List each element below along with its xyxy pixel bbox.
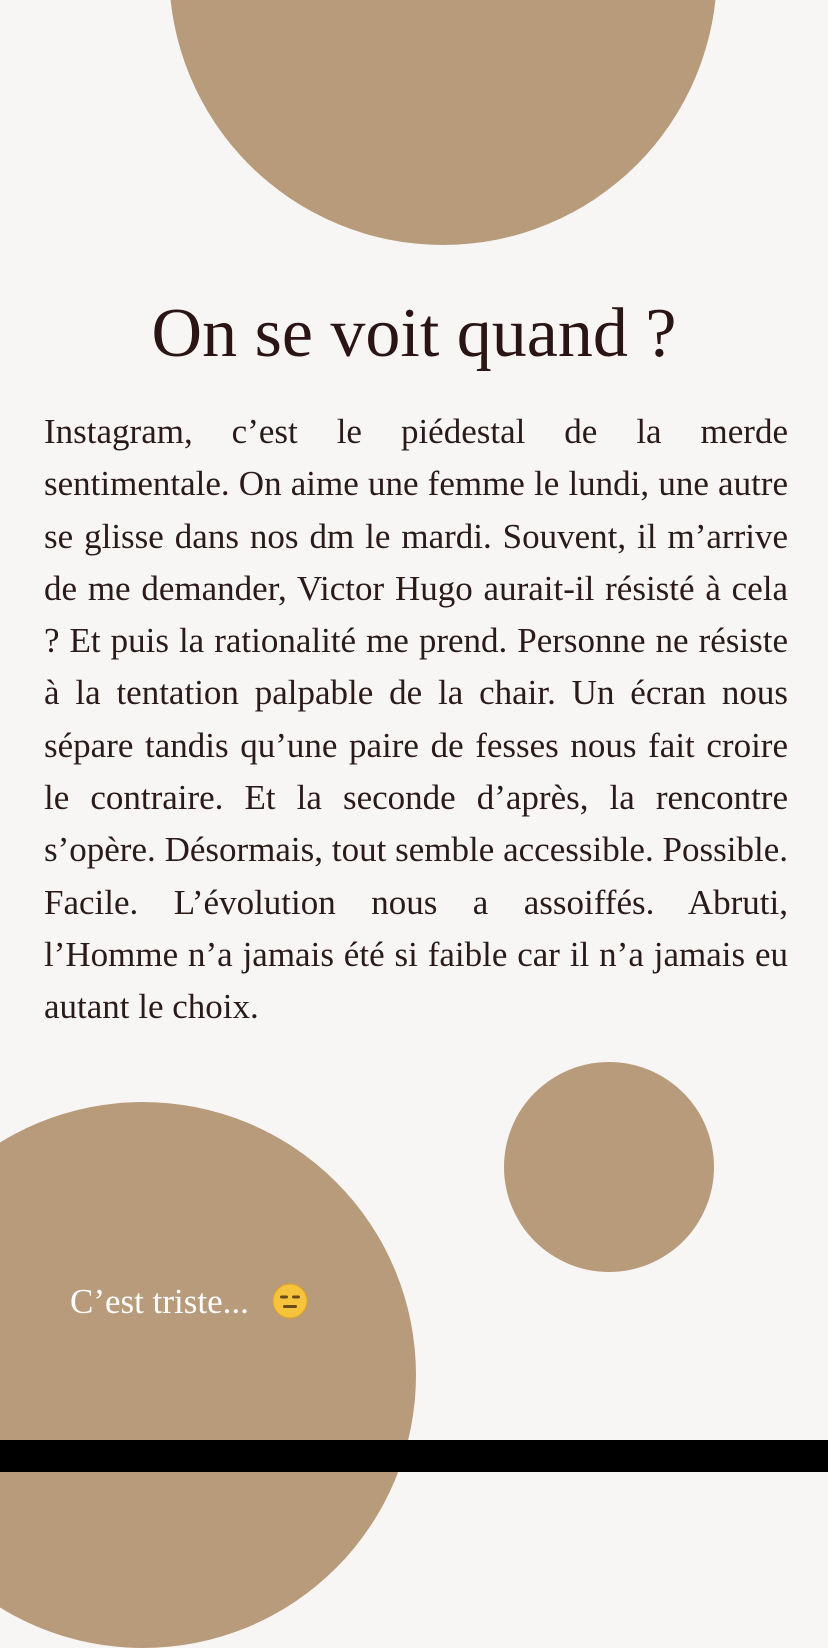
emoji-face xyxy=(273,1284,307,1318)
emoji-right-eye xyxy=(292,1296,300,1299)
decorative-circle-middle xyxy=(504,1062,714,1272)
story-body-text: Instagram, c’est le piédestal de la merde sentimentale. On aime une femme le lundi, une autre se glisse dans nos dm le mardi. Souvent, il m’arrive de me demander, Victor Hugo aurait-il résisté à cela ? Et puis la rationalité me prend. Personne ne résiste à la tentation palpable de la chair. Un écran nous sépare tandis qu’une paire de fesses nous fait croire le contraire. Et la seconde d’après, la rencontre s’opère. Désormais, tout semble accessible. Possible. Facile. L’évolution nous a assoiffés. Abruti, l’Homme n’a jamais été si faible car il n’a jamais eu autant le choix. xyxy=(44,412,788,1027)
story-title: On se voit quand ? xyxy=(151,295,677,372)
expressionless-face-icon xyxy=(272,1283,308,1319)
emoji-mouth xyxy=(283,1305,297,1308)
decorative-circle-top xyxy=(169,0,717,245)
story-caption: C’est triste... xyxy=(70,1282,249,1321)
screen-bottom-bar xyxy=(0,1440,828,1472)
emoji-left-eye xyxy=(280,1296,288,1299)
decorative-circle-bottom xyxy=(0,1102,416,1648)
